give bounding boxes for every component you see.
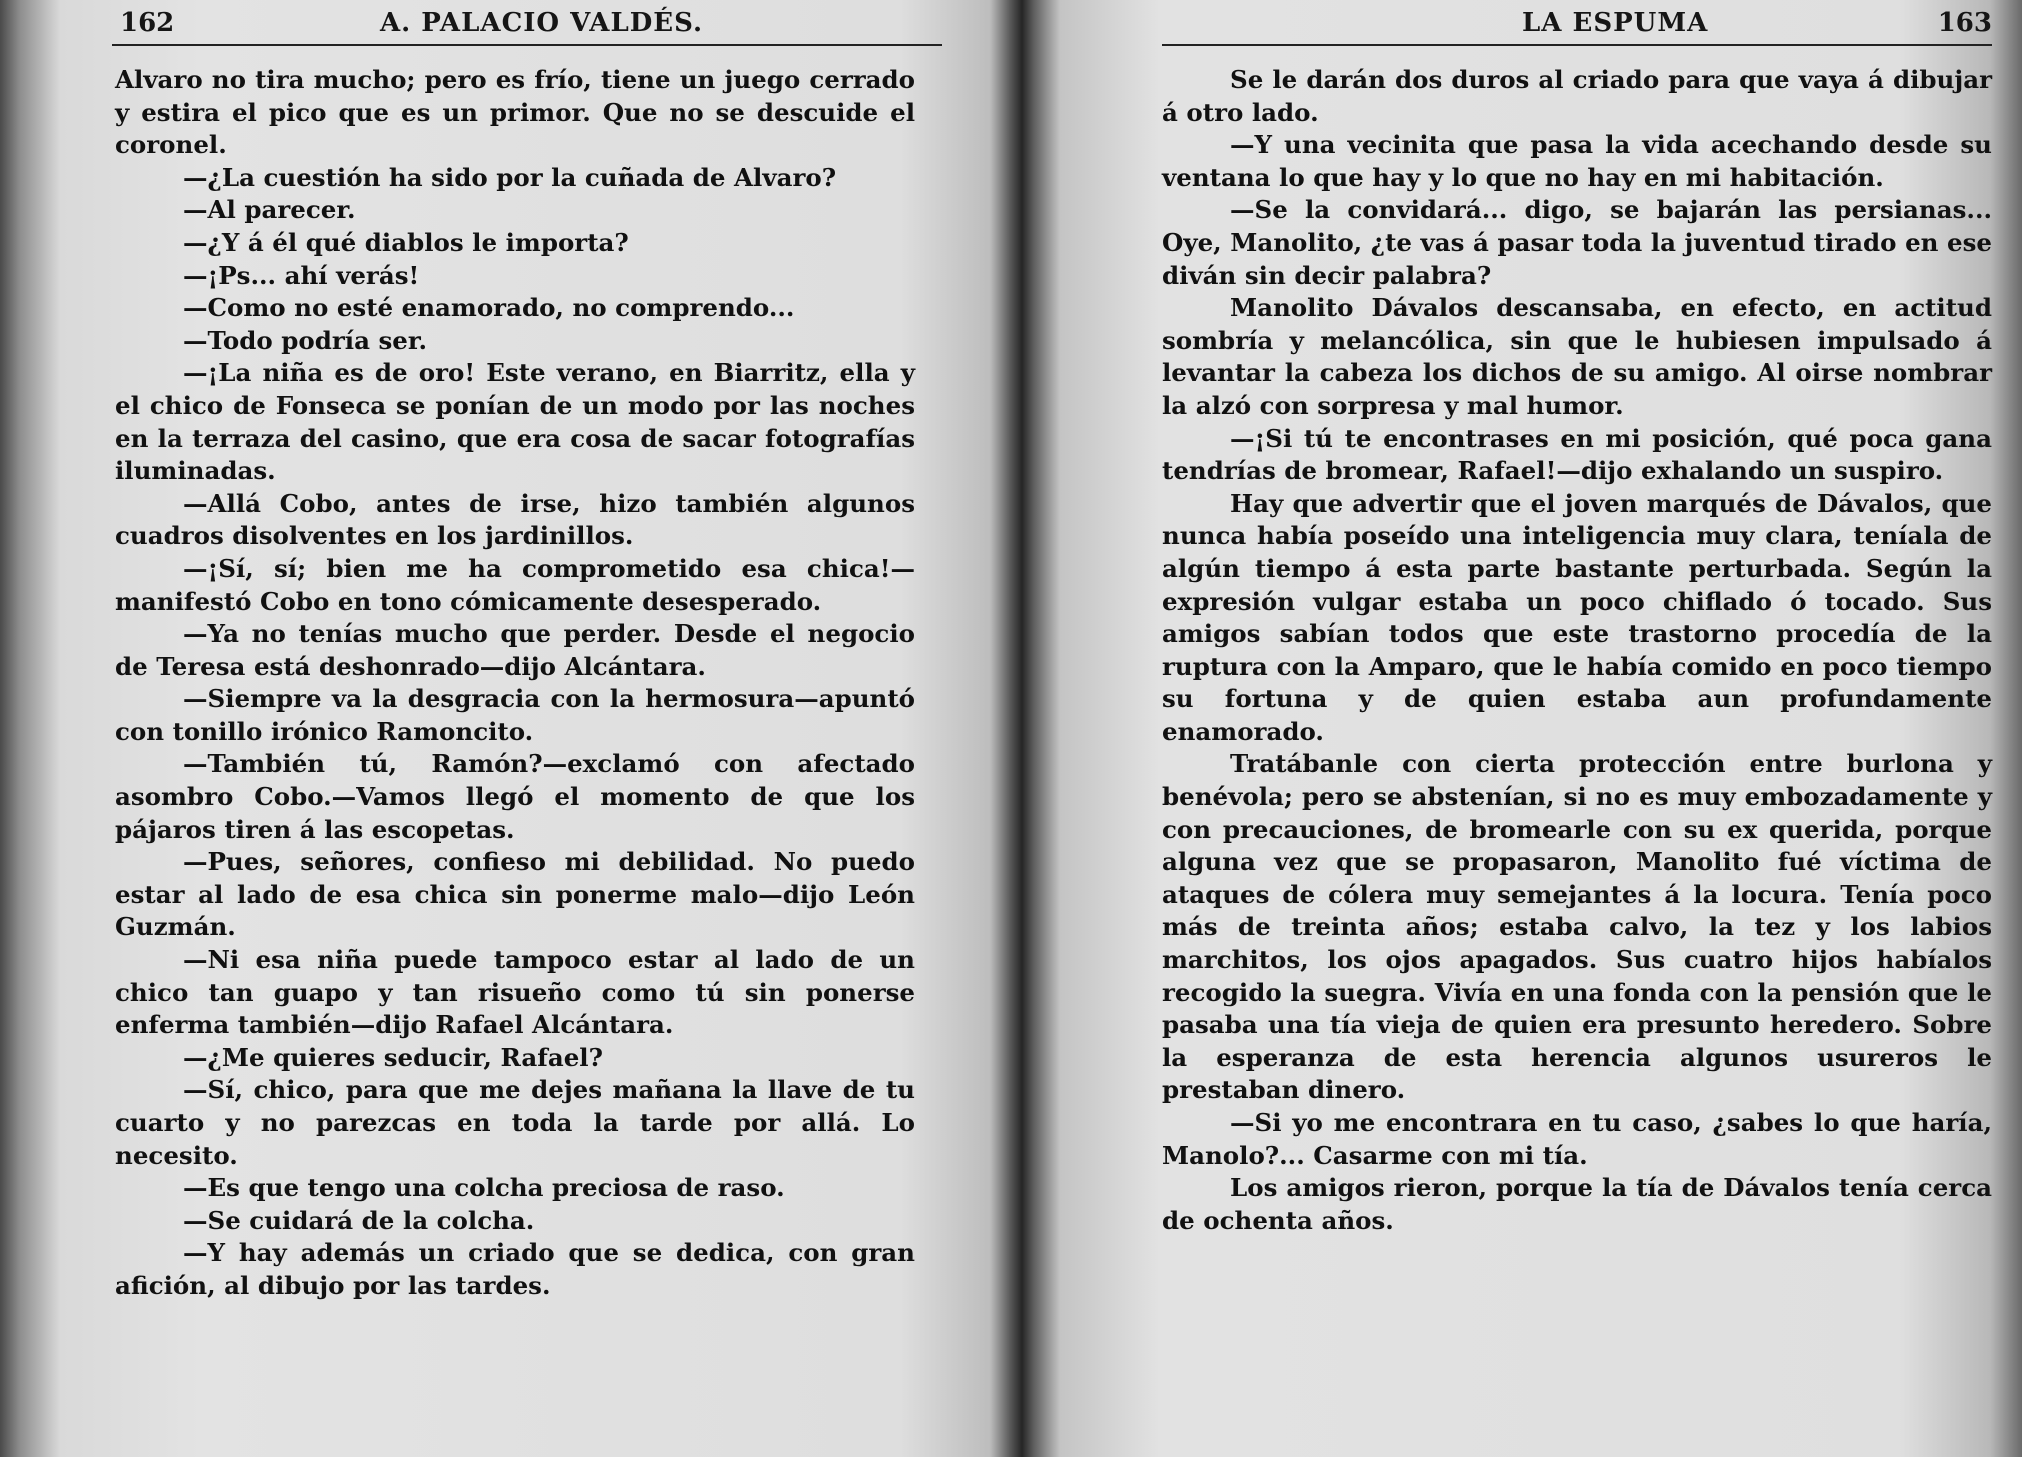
paragraph: —Pues, señores, confieso mi debilidad. No puedo estar al lado de esa chica sin ponerme malo—dijo León Guzmán. — [115, 847, 915, 942]
left-body-text — [115, 64, 915, 1303]
paragraph: —Como no esté enamorado, no comprendo... — [183, 293, 795, 323]
paragraph: —Todo podría ser. — [183, 325, 428, 355]
left-running-title: A. PALACIO VALDÉS. — [380, 8, 703, 38]
paragraph: —Ni esa niña puede tampoco estar al lado de un chico tan guapo y tan risueño como tú sin ponerse enferma también—dijo Rafael Alcántara. — [115, 945, 915, 1040]
paragraph: —¡Si tú te encontrases en mi posición, qué poca gana tendrías de bromear, Rafael!—dijo exhalando un suspiro. — [1162, 423, 1992, 486]
paragraph: —¡Sí, sí; bien me ha comprometido esa chica!—manifestó Cobo en tono cómicamente desesperado. — [115, 553, 915, 616]
paragraph: Hay que advertir que el joven marqués de Dávalos, que nunca había poseído una inteligencia muy clara, teníala de algún tiempo á esta parte bastante perturbada. Según la expresión vulgar estaba un poco chiflado ó tocado. Sus amigos sabían todos que este trastorno procedía de la ruptura con la Amparo, que le había comido en poco tiempo su fortuna y de quien estaba aun profundamente enamorado. — [1162, 488, 1992, 746]
paragraph: —¿La cuestión ha sido por la cuñada de Alvaro? — [183, 162, 837, 192]
paragraph: —Sí, chico, para que me dejes mañana la llave de tu cuarto y no parezcas en toda la tarde por allá. Lo necesito. — [115, 1075, 915, 1170]
paragraph: —¿Me quieres seducir, Rafael? — [183, 1042, 603, 1072]
paragraph: —Y una vecinita que pasa la vida acechando desde su ventana lo que hay y lo que no hay en mi habitación. — [1162, 130, 1992, 192]
paragraph: —También tú, Ramón?—exclamó con afectado asombro Cobo.—Vamos llegó el momento de que los pájaros tiren á las escopetas. — [115, 749, 915, 844]
paragraph: Se le darán dos duros al criado para que vaya á dibujar á otro lado. — [1162, 65, 1992, 127]
right-body-text — [1162, 64, 1992, 1237]
paragraph: —Siempre va la desgracia con la hermosura—apuntó con tonillo irónico Ramoncito. — [115, 684, 915, 746]
paragraph: —Si yo me encontrara en tu caso, ¿sabes lo que haría, Manolo?... Casarme con mi tía. — [1162, 1108, 1992, 1170]
paragraph: —¡La niña es de oro! Este verano, en Biarritz, ella y el chico de Fonseca se ponían de un modo por las noches en la terraza del casino, que era cosa de sacar fotografías iluminadas. — [115, 358, 915, 486]
left-page — [0, 0, 1010, 1457]
paragraph: —¿Y á él qué diablos le importa? — [183, 227, 629, 257]
paragraph: —¡Ps... ahí verás! — [183, 260, 420, 290]
left-page-number: 162 — [120, 8, 175, 38]
right-running-title: LA ESPUMA — [1522, 8, 1709, 38]
paragraph: Los amigos rieron, porque la tía de Dávalos tenía cerca de ochenta años. — [1162, 1173, 1992, 1235]
paragraph: —Es que tengo una colcha preciosa de raso. — [183, 1173, 785, 1203]
paragraph: —Y hay además un criado que se dedica, con gran afición, al dibujo por las tardes. — [115, 1238, 915, 1300]
right-page-number: 163 — [1937, 8, 1992, 38]
paragraph: —Allá Cobo, antes de irse, hizo también algunos cuadros disolventes en los jardinillos. — [115, 488, 915, 551]
right-page — [1022, 0, 2022, 1457]
paragraph: —Se la convidará... digo, se bajarán las persianas... Oye, Manolito, ¿te vas á pasar toda la juventud tirado en ese diván sin decir palabra? — [1162, 195, 1992, 290]
left-head-rule — [112, 44, 942, 46]
paragraph: —Al parecer. — [183, 195, 356, 225]
right-running-head — [1162, 8, 1992, 40]
paragraph: Tratábanle con cierta protección entre burlona y benévola; pero se abstenían, si no es muy embozadamente y con precauciones, de bromearle con su ex querida, porque alguna vez que se propasaron, Manolito fué víctima de ataques de cólera muy semejantes á la locura. Tenía poco más de treinta años; estaba calvo, la tez y los labios marchitos, los ojos apagados. Sus cuatro hijos habíalos recogido la suegra. Vivía en una fonda con la pensión que le pasaba una tía vieja de quien era presunto heredero. Sobre la esperanza de esta herencia algunos usureros le prestaban dinero. — [1162, 749, 1992, 1105]
right-head-rule — [1162, 44, 1992, 46]
left-running-head — [120, 8, 920, 40]
paragraph: Alvaro no tira mucho; pero es frío, tiene un juego cerrado y estira el pico que es un primor. Que no se descuide el coronel. — [115, 65, 915, 160]
paragraph: Manolito Dávalos descansaba, en efecto, en actitud sombría y melancólica, sin que le hubiesen impulsado á levantar la cabeza los dichos de su amigo. Al oirse nombrar la alzó con sorpresa y mal humor. — [1162, 293, 1992, 420]
paragraph: —Se cuidará de la colcha. — [183, 1205, 535, 1235]
paragraph: —Ya no tenías mucho que perder. Desde el negocio de Teresa está deshonrado—dijo Alcántara. — [115, 619, 915, 681]
